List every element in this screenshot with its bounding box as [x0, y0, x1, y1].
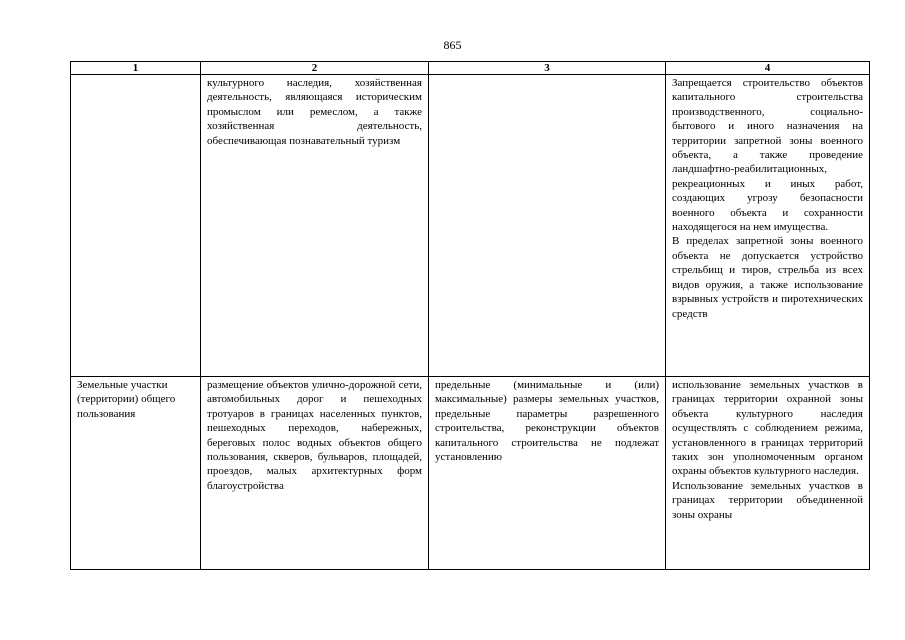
column-header-3: 3: [429, 62, 666, 75]
cell-restrictions: [666, 377, 870, 570]
column-header-2: 2: [201, 62, 429, 75]
restriction-paragraph: Запрещается строительство объектов капитального строительства производственного, социально-бытового и иного назначения на территории запретной зоны военного объекта, а также проведение ландшафтно-реабилитационных, рекреационных и иных работ, создающих угрозу безопасности военного объекта и сохранности находящегося на нем имущества.: [672, 77, 863, 234]
header-row: [71, 62, 870, 75]
cell-land-use-type: Земельные участки (территории) общего пользования: [71, 377, 201, 570]
cell-parameters: предельные (минимальные и (или) максимальные) размеры земельных участков, предельные параметры разрешенного строительства, реконструкции объектов капитального строительства не подлежат установлению: [429, 377, 666, 570]
cell-permitted-use: размещение объектов улично-дорожной сети, автомобильных дорог и пешеходных тротуаров в границах населенных пунктов, пешеходных переходов, набережных, береговых полос водных объектов общего пользования, скверов, бульваров, площадей, проездов, малых архитектурных форм благоустройства: [201, 377, 429, 570]
cell-restrictions: [666, 75, 870, 377]
restriction-paragraph: В пределах запретной зоны военного объекта не допускается устройство стрельбищ и тиров, стрельба из всех видов оружия, а также использование взрывных устройств и пиротехнических средств: [672, 235, 863, 320]
column-header-4: 4: [666, 62, 870, 75]
table-row: [71, 75, 870, 377]
page-number: 865: [443, 38, 462, 52]
cell-parameters: [429, 75, 666, 377]
column-header-1: 1: [71, 62, 201, 75]
restriction-paragraph: Использование земельных участков в границах территории объединенной зоны охраны: [672, 479, 863, 521]
cell-land-use-type: [71, 75, 201, 377]
table-row: [71, 377, 870, 570]
cell-permitted-use: культурного наследия, хозяйственная деятельность, являющаяся историческим промыслом или ремеслом, а также хозяйственная деятельность, обеспечивающая познавательный туризм: [201, 75, 429, 377]
zoning-table: [70, 61, 870, 570]
restriction-paragraph: использование земельных участков в границах территории охранной зоны объекта культурного наследия осуществлять с соблюдением режима, установленного в границах территорий таких зон уполномоченным органом охраны объектов культурного наследия.: [672, 379, 863, 478]
